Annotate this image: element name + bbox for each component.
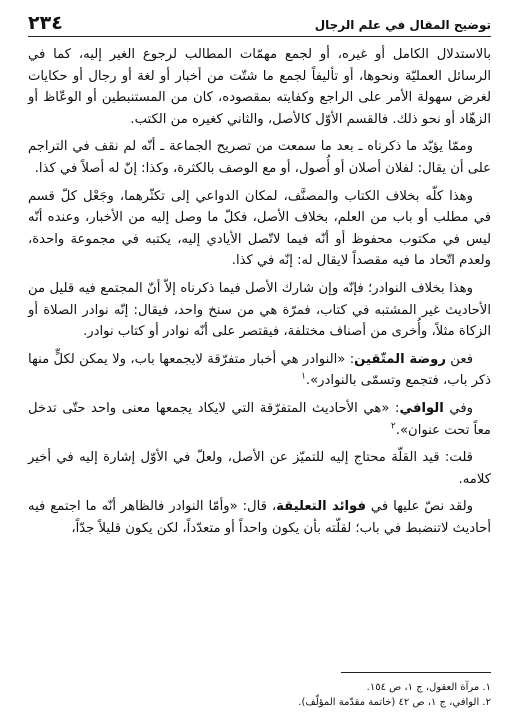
page-header xyxy=(28,10,491,37)
paragraph: وممّا يؤيّد ما ذكرناه ـ بعد ما سمعت من تصريح الجماعة ـ أنّه لم نقف في التراجم على أن يقال: لفلان أصلان أو أُصول، أو مع الوصف بالكثرة، وكذا: إنّ له أصلاً في كذا. xyxy=(28,139,491,176)
paragraph: وهذا كلّه بخلاف الكتاب والمصنَّف، لمكان الدواعي إلى تكثّرهما، وجَعْل كلّ قسم في مطلب أو باب من العلم، بخلاف الأصل، فكلّ ما وصل إليه من الأخبار، وعنده أنّه ليس في مكتوب محفوظ أو أنّه فيما لاتّصل الأيادي إليه، يكتبه في مجموعة واحدة، ولعدم اتّحاد ما فيه مقصداً لايقال له: إنّه في كذا. xyxy=(28,188,491,269)
page-number: ٢٣٤ xyxy=(28,12,63,34)
book-title: فوائد التعليقة xyxy=(276,499,366,515)
paragraph: وفي الوافي: «هي الأحاديث المتفرّقة التي لايكاد يجمعها معنى واحد حتّى تدخل معاً تحت عنوان».$^٢$ xyxy=(28,400,491,438)
footnote-divider xyxy=(341,672,491,673)
paragraph: وهذا بخلاف النوادر؛ فإنّه وإن شارك الأصل فيما ذكرناه إلاّ أنّ المجتمع فيه قليل من الأحاديث غير المشتبه في كتاب، فمرّة هي من سنخ واحد، فيقال: إنّه نوادر الصلاة أو الزكاة مثلاً، وأُخرى من أصناف مختلفة، فيقتصر على أنّه نوادر أو كتاب نوادر. xyxy=(28,280,491,340)
footnote: ١. مرآة العقول، ج ١، ص ١٥٤. xyxy=(366,682,491,693)
paragraph: ولقد نصّ عليها في فوائد التعليقة، قال: «وأمّا النوادر فالظاهر أنّه ما اجتمع فيه أحاديث لاتنضبط في باب؛ لقلّته بأن يكون واحداً أو متعدّداً، لكن يكون قليلاً جدّاً، xyxy=(28,499,491,536)
paragraph: فعن روضة المتّقين: «النوادر هي أخبار متفرّقة لايجمعها باب، ولا يمكن لكلٍّ منها ذكر باب، فتجمع وتسمّى بالنوادر».$^١$ xyxy=(28,351,491,389)
book-title: روضة المتّقين xyxy=(354,351,446,367)
footnote-ref[interactable]: ١ xyxy=(301,371,306,382)
paragraph: بالاستدلال الكامل أو غيره، أو لجمع مهمّات المطالب لرجوع الغير إليه، كما في الرسائل العمليّة ونحوها، أو تأليفاً لجمع ما شتّت من أخبار أو لغة أو رجال أو حكايات لغرض سهولة الأمر على الراجع وكفايته بمقصوده، كان من المستنبطين أو الوعّاظ أو الزهّاد أو نحو ذلك. فالقسم الأوّل كالأصل، والثاني كغيره من الكتب. xyxy=(28,47,491,127)
footnote-ref[interactable]: ٢ xyxy=(390,421,396,432)
running-title: توضيح المقال في علم الرجال xyxy=(314,18,491,32)
book-title: الوافي xyxy=(399,400,444,416)
main-text xyxy=(28,44,491,545)
footnotes xyxy=(28,680,491,710)
paragraph: قلت: قيد القلّة محتاج إليه للتميّز عن الأصل، ولعلّ في الأوّل إشارة إليه في أخير كلامه. xyxy=(28,450,491,487)
footnote: ٢. الوافي، ج ١، ص ٤٢ (خاتمة مقدّمة المؤلّف). xyxy=(298,697,491,708)
